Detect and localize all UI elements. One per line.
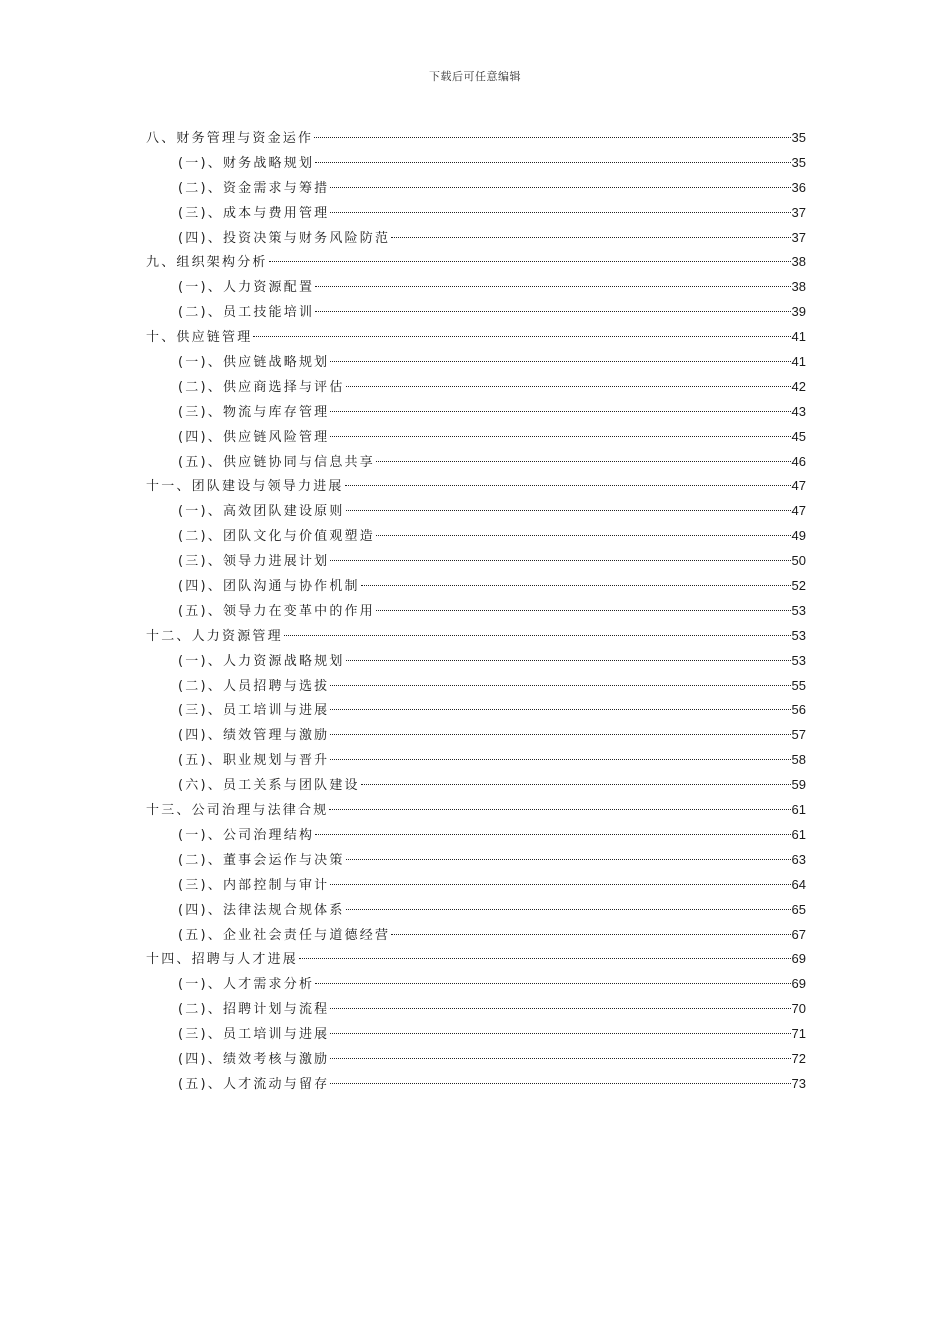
toc-entry-title: (四)、法律法规合规体系 [178, 902, 345, 918]
toc-dot-leader [330, 734, 790, 735]
toc-section-entry[interactable] [146, 823, 806, 848]
toc-section-entry[interactable] [146, 450, 806, 475]
toc-entry-page-number: 53 [791, 627, 806, 643]
toc-dot-leader [314, 137, 790, 138]
toc-entry-title: (三)、成本与费用管理 [178, 205, 330, 221]
toc-entry-page-number: 59 [791, 777, 806, 793]
toc-entry-title: (三)、物流与库存管理 [178, 404, 330, 420]
toc-dot-leader [330, 685, 790, 686]
toc-entry-page-number: 64 [791, 876, 806, 892]
toc-entry-page-number: 37 [791, 229, 806, 245]
toc-entry-page-number: 63 [791, 851, 806, 867]
toc-section-entry[interactable] [146, 773, 806, 798]
toc-entry-title: (二)、团队文化与价值观塑造 [178, 529, 375, 545]
toc-entry-title: (五)、领导力在变革中的作用 [178, 603, 375, 619]
toc-entry-page-number: 42 [791, 378, 806, 394]
toc-section-entry[interactable] [146, 898, 806, 923]
toc-section-entry[interactable] [146, 499, 806, 524]
toc-entry-title: 九、组织架构分析 [146, 255, 268, 271]
toc-dot-leader [330, 560, 790, 561]
toc-dot-leader [330, 1058, 790, 1059]
toc-dot-leader [376, 461, 791, 462]
toc-entry-page-number: 50 [791, 553, 806, 569]
toc-entry-title: (二)、招聘计划与流程 [178, 1002, 330, 1018]
toc-dot-leader [361, 784, 791, 785]
toc-dot-leader [330, 709, 790, 710]
toc-section-entry[interactable] [146, 375, 806, 400]
toc-dot-leader [315, 311, 790, 312]
page-header-note: 下载后可任意编辑 [429, 70, 521, 83]
toc-dot-leader [315, 834, 790, 835]
toc-entry-title: (二)、人员招聘与选拔 [178, 678, 330, 694]
toc-entry-title: 十、供应链管理 [146, 330, 253, 346]
toc-dot-leader [299, 958, 791, 959]
toc-entry-title: (三)、领导力进展计划 [178, 554, 330, 570]
toc-entry-title: (一)、供应链战略规划 [178, 355, 330, 371]
toc-entry-page-number: 41 [791, 329, 806, 345]
toc-dot-leader [361, 585, 791, 586]
toc-section-entry[interactable] [146, 923, 806, 948]
toc-section-entry[interactable] [146, 1022, 806, 1047]
toc-dot-leader [346, 510, 791, 511]
toc-dot-leader [269, 261, 791, 262]
toc-entry-page-number: 58 [791, 752, 806, 768]
toc-dot-leader [330, 187, 790, 188]
toc-entry-title: (一)、人才需求分析 [178, 977, 315, 993]
toc-entry-page-number: 65 [791, 901, 806, 917]
toc-dot-leader [330, 1083, 790, 1084]
toc-dot-leader [329, 809, 790, 810]
toc-entry-page-number: 55 [791, 677, 806, 693]
toc-dot-leader [346, 660, 791, 661]
toc-entry-page-number: 71 [791, 1026, 806, 1042]
toc-entry-title: (五)、供应链协同与信息共享 [178, 454, 375, 470]
toc-entry-page-number: 69 [791, 951, 806, 967]
toc-entry-title: 八、财务管理与资金运作 [146, 131, 314, 146]
toc-section-entry[interactable] [146, 425, 806, 450]
toc-chapter-entry[interactable] [146, 250, 806, 275]
toc-dot-leader [330, 212, 790, 213]
toc-entry-title: 十四、招聘与人才进展 [146, 952, 299, 968]
toc-entry-page-number: 35 [791, 154, 806, 170]
toc-entry-page-number: 56 [791, 702, 806, 718]
toc-entry-title: (三)、员工培训与进展 [178, 1027, 330, 1043]
toc-entry-title: 十二、人力资源管理 [146, 628, 283, 644]
toc-entry-page-number: 46 [791, 453, 806, 469]
toc-section-entry[interactable] [146, 226, 806, 251]
toc-section-entry[interactable] [146, 1047, 806, 1072]
toc-dot-leader [391, 237, 790, 238]
toc-entry-page-number: 43 [791, 403, 806, 419]
toc-entry-page-number: 36 [791, 179, 806, 195]
toc-section-entry[interactable] [146, 698, 806, 723]
toc-section-entry[interactable] [146, 574, 806, 599]
table-of-contents [146, 126, 806, 1097]
toc-dot-leader [346, 859, 791, 860]
toc-dot-leader [330, 361, 790, 362]
toc-entry-title: (一)、人力资源战略规划 [178, 653, 345, 669]
toc-entry-page-number: 39 [791, 304, 806, 320]
toc-entry-page-number: 38 [791, 254, 806, 270]
toc-section-entry[interactable] [146, 201, 806, 226]
toc-dot-leader [346, 386, 791, 387]
toc-entry-page-number: 35 [791, 130, 806, 145]
toc-dot-leader [315, 162, 790, 163]
toc-dot-leader [330, 884, 790, 885]
toc-entry-title: 十一、团队建设与领导力进展 [146, 479, 344, 495]
toc-section-entry[interactable] [146, 300, 806, 325]
toc-dot-leader [330, 411, 790, 412]
toc-section-entry[interactable] [146, 873, 806, 898]
toc-entry-page-number: 57 [791, 727, 806, 743]
toc-entry-page-number: 61 [791, 826, 806, 842]
toc-entry-page-number: 47 [791, 478, 806, 494]
toc-section-entry[interactable] [146, 275, 806, 300]
toc-section-entry[interactable] [146, 649, 806, 674]
toc-entry-page-number: 38 [791, 279, 806, 295]
toc-entry-page-number: 53 [791, 602, 806, 618]
toc-entry-page-number: 70 [791, 1001, 806, 1017]
toc-section-entry[interactable] [146, 674, 806, 699]
toc-dot-leader [346, 909, 791, 910]
toc-entry-page-number: 73 [791, 1075, 806, 1091]
toc-entry-page-number: 53 [791, 652, 806, 668]
toc-entry-title: (三)、内部控制与审计 [178, 877, 330, 893]
toc-dot-leader [330, 759, 790, 760]
toc-entry-title: (四)、团队沟通与协作机制 [178, 579, 360, 595]
toc-entry-page-number: 49 [791, 528, 806, 544]
toc-section-entry[interactable] [146, 350, 806, 375]
toc-section-entry[interactable] [146, 723, 806, 748]
toc-dot-leader [330, 1008, 790, 1009]
toc-entry-title: (三)、员工培训与进展 [178, 703, 330, 719]
toc-chapter-entry[interactable] [146, 947, 806, 972]
toc-dot-leader [315, 286, 790, 287]
toc-entry-page-number: 72 [791, 1050, 806, 1066]
toc-entry-title: (五)、职业规划与晋升 [178, 753, 330, 769]
toc-dot-leader [376, 535, 791, 536]
toc-dot-leader [315, 983, 790, 984]
toc-entry-page-number: 69 [791, 976, 806, 992]
toc-entry-title: (一)、人力资源配置 [178, 280, 315, 296]
toc-section-entry[interactable] [146, 400, 806, 425]
toc-section-entry[interactable] [146, 972, 806, 997]
toc-dot-leader [330, 1033, 790, 1034]
toc-section-entry[interactable] [146, 549, 806, 574]
toc-entry-title: (一)、财务战略规划 [178, 155, 315, 171]
toc-dot-leader [284, 635, 791, 636]
toc-entry-page-number: 67 [791, 926, 806, 942]
toc-entry-page-number: 37 [791, 204, 806, 220]
toc-section-entry[interactable] [146, 748, 806, 773]
toc-entry-title: (一)、高效团队建设原则 [178, 504, 345, 520]
toc-dot-leader [391, 934, 790, 935]
toc-entry-title: (二)、员工技能培训 [178, 305, 315, 321]
toc-entry-title: 十三、公司治理与法律合规 [146, 803, 329, 819]
toc-dot-leader [376, 610, 791, 611]
toc-chapter-entry[interactable] [146, 474, 806, 499]
toc-dot-leader [253, 336, 790, 337]
toc-entry-title: (四)、绩效考核与激励 [178, 1051, 330, 1067]
toc-section-entry[interactable] [146, 151, 806, 176]
toc-entry-title: (二)、供应商选择与评估 [178, 379, 345, 395]
toc-entry-page-number: 47 [791, 503, 806, 519]
toc-entry-title: (四)、供应链风险管理 [178, 429, 330, 445]
toc-section-entry[interactable] [146, 176, 806, 201]
toc-entry-page-number: 41 [791, 354, 806, 370]
toc-entry-title: (四)、投资决策与财务风险防范 [178, 230, 391, 246]
toc-entry-title: (五)、人才流动与留存 [178, 1076, 330, 1092]
toc-entry-title: (六)、员工关系与团队建设 [178, 778, 360, 794]
toc-section-entry[interactable] [146, 1072, 806, 1097]
toc-section-entry[interactable] [146, 524, 806, 549]
toc-chapter-entry[interactable] [146, 126, 806, 151]
toc-dot-leader [345, 485, 791, 486]
toc-entry-page-number: 61 [791, 802, 806, 818]
toc-chapter-entry[interactable] [146, 798, 806, 823]
toc-entry-page-number: 45 [791, 428, 806, 444]
toc-section-entry[interactable] [146, 997, 806, 1022]
toc-entry-title: (五)、企业社会责任与道德经营 [178, 927, 391, 943]
toc-entry-title: (四)、绩效管理与激励 [178, 728, 330, 744]
toc-entry-title: (一)、公司治理结构 [178, 827, 315, 843]
toc-section-entry[interactable] [146, 848, 806, 873]
toc-entry-page-number: 52 [791, 578, 806, 594]
toc-section-entry[interactable] [146, 599, 806, 624]
toc-chapter-entry[interactable] [146, 325, 806, 350]
toc-dot-leader [330, 436, 790, 437]
toc-chapter-entry[interactable] [146, 624, 806, 649]
toc-entry-title: (二)、董事会运作与决策 [178, 852, 345, 868]
toc-entry-title: (二)、资金需求与筹措 [178, 180, 330, 196]
